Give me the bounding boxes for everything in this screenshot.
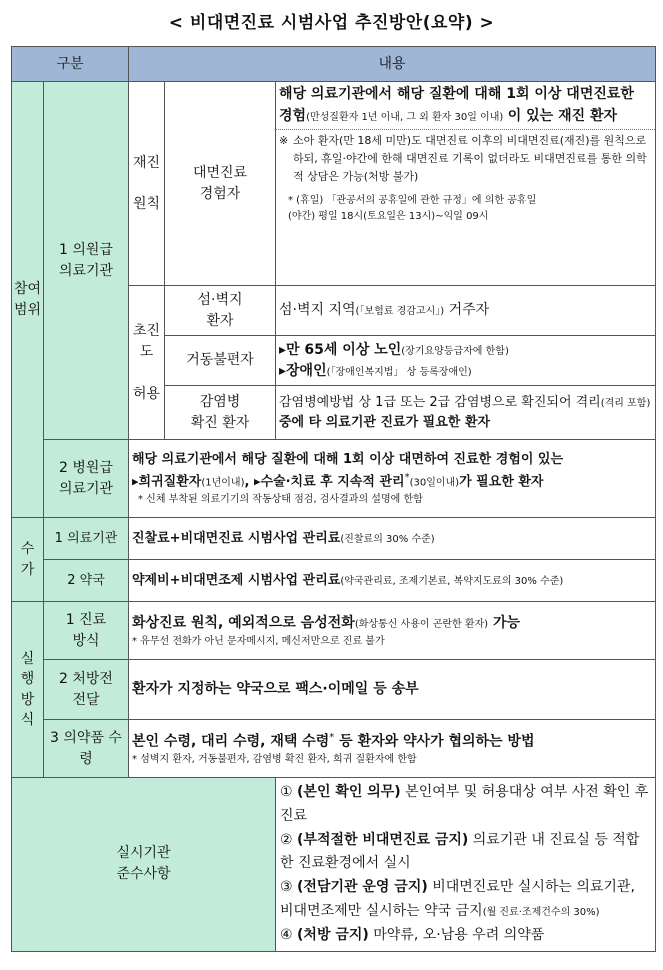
- fee-pharmacy-small: (약국관리료, 조제기본료, 복약지도료의 30% 수준): [340, 575, 564, 587]
- fee-clinic-text: 진찰료+비대면진료 시범사업 관리료: [132, 530, 341, 546]
- post-surgery-item: , ▸수술·치료 후 지속적 관리: [244, 474, 405, 490]
- medicine-receipt-label: 3 의약품 수 령: [44, 720, 129, 778]
- list-item: [280, 924, 651, 948]
- infection-patient-content: [276, 386, 656, 440]
- compliance-text-4: 마약류, 오·남용 우려 의약품: [368, 926, 545, 943]
- first-visit-label: 초진 도 허용: [129, 286, 165, 440]
- revisit-period-note: (만성질환자 1년 이내, 그 외 환자 30일 이내): [306, 111, 504, 123]
- clinic-scope-label: 1 의원급 의료기관: [44, 82, 129, 440]
- summary-table: [11, 46, 656, 952]
- compliance-text-1: 본인여부 및 허용대상 여부 사전 확인 후 진료: [280, 784, 649, 824]
- medicine-text: 본인 수령, 대리 수령, 재택 수령: [132, 733, 330, 750]
- compliance-head-3: (전담기관 운영 금지): [297, 879, 428, 896]
- table-row: [12, 660, 656, 720]
- fee-label: 수 가: [12, 518, 44, 602]
- method-label: 실 행 방 식: [12, 602, 44, 778]
- elderly-small: (장기요양등급자에 한함): [401, 345, 509, 357]
- holiday-night-footnote: * (휴일) 「관공서의 공휴일에 관한 규정」에 의한 공휴일 (야간) 평일 18시(토요일은 13시)~익일 09시: [288, 195, 537, 222]
- table-row: [12, 602, 656, 660]
- hospital-scope-content: [129, 440, 656, 518]
- revisit-main-text: 해당 의료기관에서 해당 질환에 대해 1회 이상 대면진료한 경험: [279, 86, 634, 124]
- header-category: 구분: [12, 47, 129, 82]
- fee-pharmacy-label: 2 약국: [44, 560, 129, 602]
- mobility-impaired-content: [276, 336, 656, 386]
- list-item: [280, 876, 651, 924]
- island-end: 거주자: [444, 302, 490, 318]
- disabled-small: (「장애인복지법」 상 등록장애인): [326, 366, 472, 378]
- prescription-delivery-content: 환자가 지정하는 약국으로 팩스·이메일 등 송부: [129, 660, 656, 720]
- consult-text: 화상진료 원칙, 예외적으로 음성전화: [132, 614, 355, 631]
- consult-small: (화상통신 사용이 곤란한 환자): [354, 618, 489, 630]
- compliance-text-2: 의료기관 내 진료실 등 적합한 진료환경에서 실시: [280, 831, 640, 872]
- island-patient-label: 섬·벽지 환자: [165, 286, 276, 336]
- infection-small: (격리 포함): [600, 398, 651, 409]
- hospital-line1: 해당 의료기관에서 해당 질환에 대해 1회 이상 대면하여 진료한 경험이 있는: [132, 452, 564, 468]
- table-row: [12, 720, 656, 778]
- rare-disease-small: (1년이내): [201, 477, 245, 489]
- compliance-num-2: ②: [280, 831, 293, 848]
- compliance-head-1: (본인 확인 의무): [297, 784, 401, 800]
- table-row: [12, 518, 656, 560]
- table-row: [12, 82, 656, 286]
- mobility-impaired-label: 거동불편자: [165, 336, 276, 386]
- fee-pharmacy-text: 약제비+비대면조제 시범사업 관리료: [132, 572, 341, 588]
- compliance-content: [276, 778, 656, 952]
- consult-note: * 유무선 전화가 아닌 문자메시지, 메신저만으로 진료 불가: [132, 635, 385, 647]
- consult-method-label: 1 진료 방식: [44, 602, 129, 660]
- island-small: (「보험료 경감고시」): [355, 306, 445, 317]
- compliance-num-3: ③: [280, 879, 293, 896]
- table-row: [12, 560, 656, 602]
- list-item: [280, 781, 651, 829]
- fee-clinic-label: 1 의료기관: [44, 518, 129, 560]
- compliance-head-4: (처방 금지): [297, 926, 369, 943]
- fee-pharmacy-content: [129, 560, 656, 602]
- compliance-text-3: 비대면진료만 실시하는 의료기관, 비대면조제만 실시하는 약국 금지: [280, 879, 635, 919]
- consult-method-content: [129, 602, 656, 660]
- revisit-main-end: 이 있는 재진 환자: [507, 107, 618, 124]
- hospital-scope-label: 2 병원급 의료기관: [44, 440, 129, 518]
- compliance-num-4: ④: [280, 926, 293, 943]
- hospital-note: * 신체 부착된 의료기기의 작동상태 점검, 검사결과의 설명에 한함: [138, 493, 423, 505]
- table-row: [12, 440, 656, 518]
- table-header-row: [12, 47, 656, 82]
- rare-disease-item: ▸희귀질환자: [132, 474, 202, 490]
- compliance-small-3: (월 진료·조제건수의 30%): [482, 906, 600, 918]
- island-patient-content: [276, 286, 656, 336]
- medicine-note: * 섬벽지 환자, 거동불편자, 감염병 확진 환자, 희귀 질환자에 한함: [132, 754, 417, 766]
- scope-label: 참여 범위: [12, 82, 44, 518]
- medicine-sup: *: [329, 731, 335, 743]
- consult-end: 가능: [488, 614, 521, 631]
- island-text: 섬·벽지 지역: [279, 302, 356, 318]
- disabled-item: ▸장애인: [279, 362, 327, 379]
- compliance-num-1: ①: [280, 784, 293, 800]
- revisit-content: [276, 82, 656, 286]
- fee-clinic-small: (진찰료의 30% 수준): [340, 533, 435, 545]
- compliance-label: 실시기관 준수사항: [12, 778, 276, 952]
- medicine-receipt-content: [129, 720, 656, 778]
- note-mark: ※: [279, 134, 289, 148]
- infection-text: 감염병예방법 상 1급 또는 2급 감염병으로 확진되어 격리: [279, 395, 601, 410]
- face-to-face-experienced-label: 대면진료 경험자: [165, 82, 276, 286]
- list-item: [280, 829, 651, 877]
- medicine-end: 등 환자와 약사가 협의하는 방법: [334, 733, 535, 750]
- table-row: [12, 778, 656, 952]
- infection-patient-label: 감염병 확진 환자: [165, 386, 276, 440]
- post-surgery-sup: *: [404, 471, 410, 483]
- page-title: < 비대면진료 시범사업 추진방안(요약) >: [168, 13, 495, 33]
- revisit-label: 재진 원칙: [129, 82, 165, 286]
- infection-end: 중에 타 의료기관 진료가 필요한 환자: [279, 414, 490, 430]
- elderly-item: ▸만 65세 이상 노인: [279, 341, 402, 358]
- fee-clinic-content: [129, 518, 656, 560]
- header-content: 내용: [129, 47, 656, 82]
- post-surgery-small: (30일이내): [409, 477, 460, 489]
- post-surgery-end: 가 필요한 환자: [459, 474, 544, 490]
- pediatric-note: 소아 환자(만 18세 미만)도 대면진료 이후의 비대면진료(재진)를 원칙으로 하되, 휴일·야간에 한해 대면진료 기록이 없더라도 비대면진료를 통한 의학적 상담은 가능(처방 불가): [293, 134, 647, 183]
- compliance-head-2: (부적절한 비대면진료 금지): [297, 831, 469, 848]
- prescription-delivery-label: 2 처방전 전달: [44, 660, 129, 720]
